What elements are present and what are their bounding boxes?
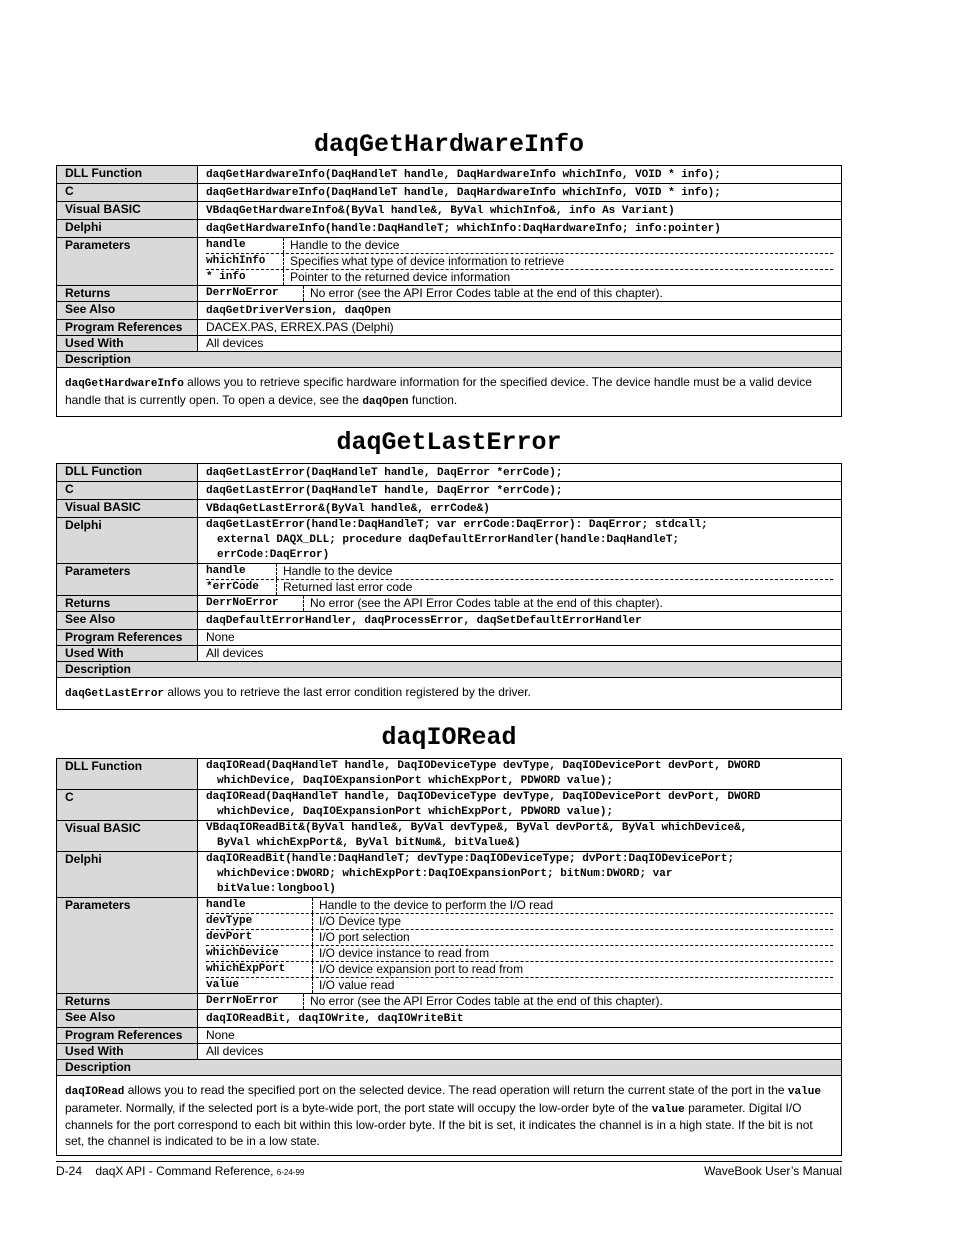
parameter-name: devType: [206, 914, 313, 929]
parameter-desc: I/O port selection: [319, 930, 410, 944]
used-with-value: All devices: [198, 336, 842, 352]
row-label: Program References: [57, 630, 198, 646]
row-label: Delphi: [57, 220, 198, 238]
row-label: C: [57, 790, 198, 821]
parameter-name: whichDevice: [206, 946, 313, 961]
row-label: Used With: [57, 336, 198, 352]
parameter-row: [206, 930, 833, 946]
footer-divider: [56, 1161, 842, 1162]
row-label: C: [57, 482, 198, 500]
parameter-desc: I/O Device type: [319, 914, 402, 928]
row-label: Program References: [57, 320, 198, 336]
parameter-row: [206, 238, 833, 254]
visual-basic-value: VBdaqGetHardwareInfo&(ByVal handle&, ByVal whichInfo&, info As Variant): [198, 202, 842, 220]
row-label: See Also: [57, 302, 198, 320]
parameter-desc: Returned last error code: [283, 580, 413, 594]
parameters-list: [198, 564, 842, 596]
parameter-row: [206, 978, 833, 993]
parameter-desc: I/O value read: [319, 978, 395, 992]
row-label: Parameters: [57, 238, 198, 286]
description-text: daqIORead allows you to read the specified port on the selected device. The read operation will return the current state of the port in the value parameter. Normally, if the selected port is a byte-wide port, the port state will occupy the low-order byte of the value parameter. Digital I/O channels for the port correspond to each bit within this low-order byte. If the bit is set, it indicates the channel is in a high state. If the bit is not set, the channel is indicated to be in a low state.: [57, 1076, 842, 1156]
parameter-row: [206, 564, 833, 580]
api-table: [56, 165, 842, 417]
parameter-row: [206, 898, 833, 914]
delphi-value: daqGetLastError(handle:DaqHandleT; var errCode:DaqError): DaqError; stdcall; external DAQX_DLL; procedure daqDefaultErrorHandler(handle:DaqHandleT; errCode:DaqError): [198, 518, 842, 564]
parameter-desc: Handle to the device to perform the I/O read: [319, 898, 554, 912]
row-label: Returns: [57, 596, 198, 612]
parameter-desc: Specifies what type of device information to retrieve: [290, 254, 565, 268]
dll-function-value: daqGetHardwareInfo(DaqHandleT handle, DaqHardwareInfo whichInfo, VOID * info);: [198, 166, 842, 184]
row-label: Used With: [57, 646, 198, 662]
row-label: Visual BASIC: [57, 500, 198, 518]
parameter-name: whichExpPort: [206, 962, 313, 977]
returns-value: DerrNoError No error (see the API Error Codes table at the end of this chapter).: [198, 994, 842, 1010]
program-references-value: None: [198, 630, 842, 646]
parameter-row: [206, 580, 833, 595]
row-label: Parameters: [57, 898, 198, 994]
parameter-name: value: [206, 978, 313, 993]
c-value: daqGetLastError(DaqHandleT handle, DaqError *errCode);: [198, 482, 842, 500]
see-also-value: daqDefaultErrorHandler, daqProcessError, daqSetDefaultErrorHandler: [198, 612, 842, 630]
row-label: DLL Function: [57, 759, 198, 790]
row-label: Delphi: [57, 518, 198, 564]
section-title: daqGetHardwareInfo: [313, 130, 585, 159]
see-also-value: daqGetDriverVersion, daqOpen: [198, 302, 842, 320]
revision-date: 6-24-99: [276, 1168, 305, 1177]
visual-basic-value: VBdaqGetLastError&(ByVal handle&, errCode&): [198, 500, 842, 518]
parameter-name: * info: [206, 270, 284, 285]
row-label: Delphi: [57, 852, 198, 898]
api-table: [56, 463, 842, 710]
program-references-value: DACEX.PAS, ERREX.PAS (Delphi): [198, 320, 842, 336]
parameter-desc: I/O device expansion port to read from: [319, 962, 524, 976]
dll-function-value: daqGetLastError(DaqHandleT handle, DaqError *errCode);: [198, 464, 842, 482]
c-value: daqGetHardwareInfo(DaqHandleT handle, DaqHardwareInfo whichInfo, VOID * info);: [198, 184, 842, 202]
parameters-list: [198, 898, 842, 994]
manual-title: WaveBook User’s Manual: [704, 1164, 842, 1178]
description-text: daqGetHardwareInfo allows you to retrieve specific hardware information for the specified device. The device handle must be a valid device handle that is currently open. To open a device, see the daqOpen function.: [57, 368, 842, 417]
row-label: Returns: [57, 286, 198, 302]
delphi-value: daqGetHardwareInfo(handle:DaqHandleT; whichInfo:DaqHardwareInfo; info:pointer): [198, 220, 842, 238]
row-label: C: [57, 184, 198, 202]
program-references-value: None: [198, 1028, 842, 1044]
parameter-name: handle: [206, 238, 284, 253]
row-label: See Also: [57, 612, 198, 630]
parameter-row: [206, 254, 833, 270]
row-label: Parameters: [57, 564, 198, 596]
parameter-row: [206, 946, 833, 962]
section-title: daqIORead: [381, 723, 517, 752]
section-title: daqGetLastError: [336, 428, 562, 457]
returns-value: DerrNoError No error (see the API Error Codes table at the end of this chapter).: [198, 286, 842, 302]
parameter-name: handle: [206, 564, 277, 579]
row-label: Returns: [57, 994, 198, 1010]
description-header: Description: [57, 352, 842, 368]
used-with-value: All devices: [198, 646, 842, 662]
description-header: Description: [57, 1060, 842, 1076]
returns-value: DerrNoError No error (see the API Error Codes table at the end of this chapter).: [198, 596, 842, 612]
row-label: Used With: [57, 1044, 198, 1060]
c-value: daqIORead(DaqHandleT handle, DaqIODeviceType devType, DaqIODevicePort devPort, DWORD whichDevice, DaqIOExpansionPort whichExpPort, PDWORD value);: [198, 790, 842, 821]
chapter-title: daqX API - Command Reference,: [95, 1164, 277, 1178]
parameters-list: [198, 238, 842, 286]
footer-left: [56, 1164, 304, 1178]
parameter-row: [206, 962, 833, 978]
parameter-name: handle: [206, 898, 313, 913]
row-label: DLL Function: [57, 464, 198, 482]
parameter-row: [206, 914, 833, 930]
parameter-row: [206, 270, 833, 285]
parameter-desc: Handle to the device: [283, 564, 393, 578]
parameter-desc: Pointer to the returned device information: [290, 270, 511, 284]
page-number: D-24: [56, 1164, 83, 1178]
parameter-name: *errCode: [206, 580, 277, 595]
parameter-desc: Handle to the device: [290, 238, 400, 252]
visual-basic-value: VBdaqIOReadBit&(ByVal handle&, ByVal devType&, ByVal devPort&, ByVal whichDevice&, ByVal whichExpPort&, ByVal bitNum&, bitValue&): [198, 821, 842, 852]
used-with-value: All devices: [198, 1044, 842, 1060]
api-table: [56, 758, 842, 1156]
row-label: Visual BASIC: [57, 202, 198, 220]
delphi-value: daqIOReadBit(handle:DaqHandleT; devType:DaqIODeviceType; dvPort:DaqIODevicePort; whichDevice:DWORD; whichExpPort:DaqIOExpansionPort; bitNum:DWORD; var bitValue:longbool): [198, 852, 842, 898]
row-label: Visual BASIC: [57, 821, 198, 852]
row-label: See Also: [57, 1010, 198, 1028]
row-label: Program References: [57, 1028, 198, 1044]
description-header: Description: [57, 662, 842, 678]
parameter-name: whichInfo: [206, 254, 284, 269]
dll-function-value: daqIORead(DaqHandleT handle, DaqIODeviceType devType, DaqIODevicePort devPort, DWORD whichDevice, DaqIOExpansionPort whichExpPort, PDWORD value);: [198, 759, 842, 790]
parameter-name: devPort: [206, 930, 313, 945]
description-text: daqGetLastError allows you to retrieve the last error condition registered by the driver.: [57, 678, 842, 710]
row-label: DLL Function: [57, 166, 198, 184]
parameter-desc: I/O device instance to read from: [319, 946, 490, 960]
see-also-value: daqIOReadBit, daqIOWrite, daqIOWriteBit: [198, 1010, 842, 1028]
